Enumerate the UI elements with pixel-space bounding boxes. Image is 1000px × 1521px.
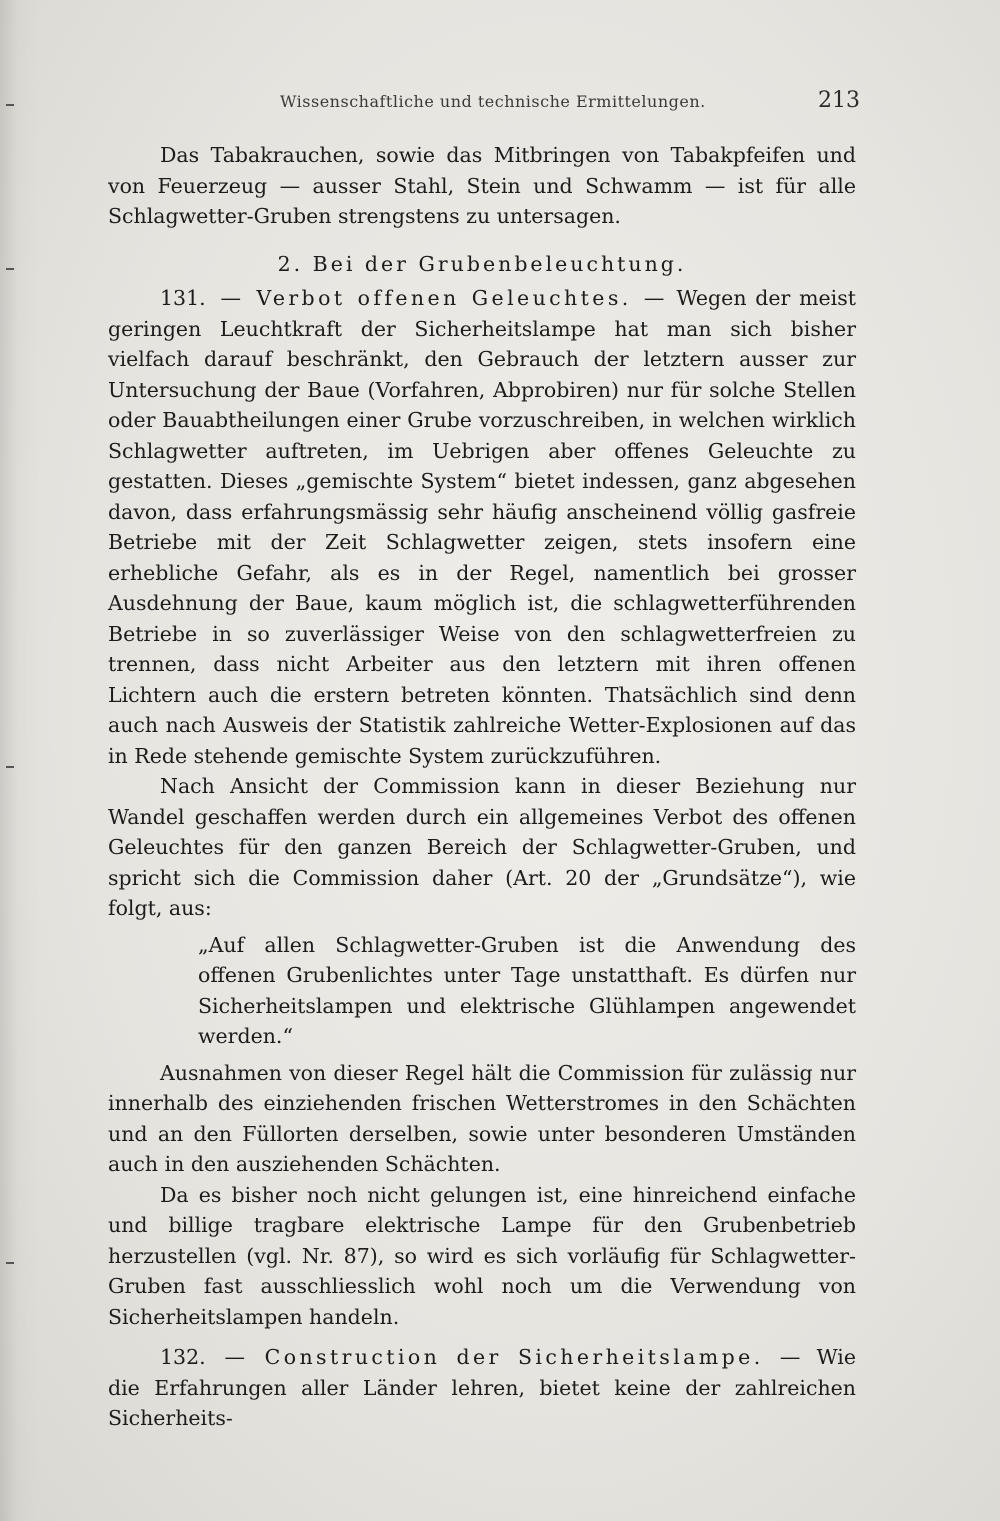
spine-mark	[6, 268, 14, 270]
section-131-title: — Verbot offenen Geleuchtes. —	[220, 286, 668, 310]
page-number: 213	[818, 88, 860, 113]
paragraph-tobacco: Das Tabakrauchen, sowie das Mitbringen von Tabakpfeifen und von Feuerzeug — ausser Stahl, Stein und Schwamm — ist für alle Schlagwetter-Gruben strengstens zu untersagen.	[108, 143, 856, 228]
section-132-title: — Construction der Sicherheitslampe. —	[224, 1345, 804, 1369]
paragraph-exceptions: Ausnahmen von dieser Regel hält die Commission für zulässig nur innerhalb des einziehenden frischen Wetterstromes in den Schächten und an den Füllorten derselben, sowie unter besonderen Umständen auch in den ausziehenden Schächten.	[108, 1060, 856, 1176]
paragraph-electric-lamp: Da es bisher noch nicht gelungen ist, eine hinreichend einfache und billige tragbare elektrische Lampe für den Grubenbetrieb herzustellen (vgl. Nr. 87), so wird es sich vorläufig für Schlagwetter-Gruben fast ausschliesslich wohl noch um die Verwendung von Sicherheitslampen handeln.	[108, 1182, 856, 1329]
section-131	[108, 283, 856, 771]
running-head: Wissenschaftliche und technische Ermittelungen.	[280, 92, 706, 111]
section-132-text: Wie die Erfahrungen aller Länder lehren, bietet keine der zahlreichen Sicherheits-	[108, 1345, 856, 1430]
page-header	[108, 88, 860, 120]
spine-mark	[6, 766, 14, 768]
section-132	[108, 1342, 856, 1434]
body-text	[108, 140, 856, 1434]
paragraph-commission: Nach Ansicht der Commission kann in dieser Beziehung nur Wandel geschaffen werden durch ein allgemeines Verbot des offenen Geleuchtes für den ganzen Bereich der Schlagwetter-Gruben, und spricht sich die Commission daher (Art. 20 der „Grundsätze“), wie folgt, aus:	[108, 774, 856, 920]
spine-mark	[6, 104, 14, 106]
section-131-text: Wegen der meist geringen Leuchtkraft der Sicherheitslampe hat man sich bisher vielfach darauf beschränkt, den Gebrauch der letztern ausser zur Untersuchung der Baue (Vorfahren, Abprobiren) nur für solche Stellen oder Bauabtheilungen einer Grube vorzuschreiben, in welchen wirklich Schlagwetter auftreten, im Uebrigen aber offenes Geleuchte zu gestatten. Dieses „gemischte System“ bietet indessen, ganz abgesehen davon, dass erfahrungsmässig sehr häufig anscheinend völlig gasfreie Betriebe mit der Zeit Schlagwetter zeigen, stets insofern eine erhebliche Gefahr, als es in der Regel, namentlich bei grosser Ausdehnung der Baue, kaum möglich ist, die schlagwetterführenden Betriebe in so zuverlässiger Weise von den schlagwetterfreien zu trennen, dass nicht Arbeiter aus den letztern mit ihren offenen Lichtern auch die erstern betreten könnten. Thatsächlich sind denn auch nach Ausweis der Statistik zahlreiche Wetter-Explosionen auf das in Rede stehende gemischte System zurückzuführen.	[108, 286, 856, 768]
section-131-number: 131.	[160, 286, 206, 310]
spine-mark	[6, 1262, 14, 1264]
quote-article-20: „Auf allen Schlagwetter-Gruben ist die Anwendung des offenen Grubenlichtes unter Tage unstatthaft. Es dürfen nur Sicherheitslampen und elektrische Glühlampen angewendet werden.“	[198, 932, 856, 1048]
subheading-lighting: 2. Bei der Grubenbeleuchtung.	[277, 251, 687, 276]
section-132-number: 132.	[160, 1345, 206, 1369]
